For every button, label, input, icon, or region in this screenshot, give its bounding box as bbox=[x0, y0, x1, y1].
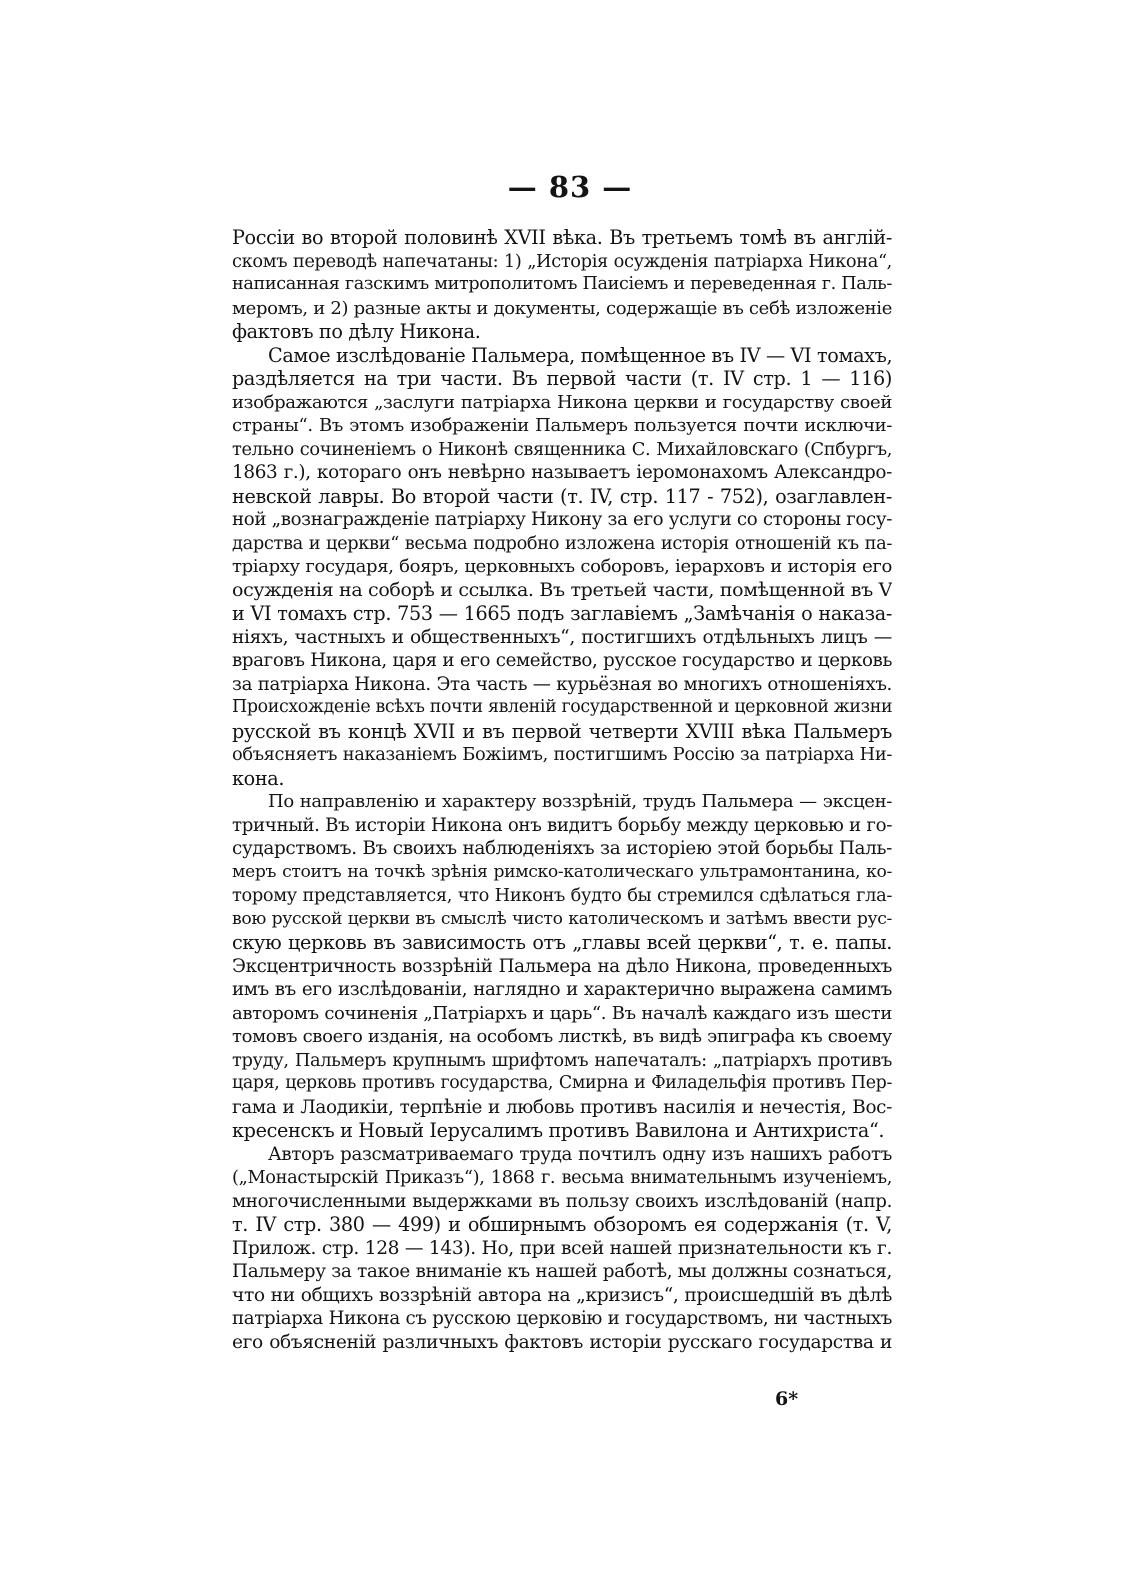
text-line: ной „вознагражденіе патріарху Никону за его услуги со стороны госу- bbox=[232, 509, 892, 530]
text-line: Происхожденіе всѣхъ почти явленій государственной и церковной жизни bbox=[232, 697, 892, 717]
text-line: Эксцентричность воззрѣній Пальмера на дѣло Никона, проведенныхъ bbox=[232, 955, 892, 977]
text-line: сударствомъ. Въ своихъ наблюденіяхъ за исторіею этой борьбы Паль- bbox=[232, 838, 892, 859]
text-line: изображаются „заслуги патріарха Никона церкви и государству своей bbox=[232, 391, 892, 413]
text-line: Самое изслѣдованіе Пальмера, помѣщенное въ IV — VI томахъ, bbox=[268, 343, 892, 367]
text-line: труду, Пальмеръ крупнымъ шрифтомъ напечаталъ: „патріархъ противъ bbox=[232, 1049, 892, 1071]
text-line: за патріарха Никона. Эта часть — курьёзная во многихъ отношеніяхъ. bbox=[232, 673, 892, 695]
text-line: ніяхъ, частныхъ и общественныхъ“, постигшихъ отдѣльныхъ лицъ — bbox=[232, 626, 892, 648]
text-line: его объясненій различныхъ фактовъ исторіи русскаго государства и bbox=[232, 1331, 892, 1353]
text-line: авторомъ сочиненія „Патріархъ и царь“. Въ началѣ каждаго изъ шести bbox=[232, 1002, 892, 1024]
text-line: враговъ Никона, царя и его семейство, русское государство и церковь bbox=[232, 650, 892, 671]
text-line: многочисленными выдержками въ пользу своихъ изслѣдованій (напр. bbox=[232, 1190, 892, 1212]
text-line: томовъ своего изданія, на особомъ листкѣ, въ видѣ эпиграфа къ своему bbox=[232, 1026, 892, 1047]
text-line: кресенскъ и Новый Іерусалимъ противъ Вавилона и Антихриста“. bbox=[232, 1119, 885, 1142]
text-line: Пальмеру за такое вниманіе къ нашей работѣ, мы должны сознаться, bbox=[232, 1261, 892, 1282]
text-line: что ни общихъ воззрѣній автора на „кризисъ“, происшедшій въ дѣлѣ bbox=[232, 1284, 892, 1306]
text-line: тріарху государя, бояръ, церковныхъ соборовъ, іерарховъ и исторія его bbox=[232, 556, 892, 577]
text-line: кона. bbox=[232, 766, 285, 790]
text-line: торому представляется, что Никонъ будто бы стремился сдѣлаться гла- bbox=[232, 885, 892, 906]
text-line: скую церковь въ зависимость отъ „главы всей церкви“, т. е. папы. bbox=[232, 931, 892, 954]
text-line: страны“. Въ этомъ изображеніи Пальмеръ пользуется почти исключи- bbox=[232, 415, 892, 436]
text-line: объясняетъ наказаніемъ Божіимъ, постигшимъ Россію за патріарха Ни- bbox=[232, 744, 892, 765]
text-line: имъ въ его изслѣдованіи, наглядно и характерично выражена самимъ bbox=[232, 979, 892, 1000]
text-line: Авторъ разсматриваемаго труда почтилъ одну изъ нашихъ работъ bbox=[268, 1143, 892, 1165]
text-line: невской лавры. Во второй части (т. IV, стр. 117 - 752), озаглавлен- bbox=[232, 484, 892, 508]
text-line: меромъ, и 2) разные акты и документы, содержащіе въ себѣ изложеніе bbox=[232, 297, 892, 319]
text-line: дарства и церкви“ весьма подробно изложена исторія отношеній къ па- bbox=[232, 532, 892, 554]
text-line: По направленію и характеру воззрѣній, трудъ Пальмера — эксцен- bbox=[268, 791, 892, 812]
text-line: Прилож. стр. 128 — 143). Но, при всей нашей признательности къ г. bbox=[232, 1237, 892, 1259]
body-text bbox=[232, 226, 892, 1354]
text-line: тричный. Въ исторіи Никона онъ видитъ борьбу между церковью и го- bbox=[232, 814, 892, 836]
text-line: Россіи во второй половинѣ XVII вѣка. Въ третьемъ томѣ въ англій- bbox=[232, 226, 892, 249]
text-line: скомъ переводѣ напечатаны: 1) „Исторія осужденія патріарха Никона“, bbox=[232, 250, 892, 272]
text-line: вою русской церкви въ смыслѣ чисто католическомъ и затѣмъ ввести рус- bbox=[232, 908, 892, 929]
text-line: меръ стоитъ на точкѣ зрѣнія римско-католическаго ультрамонтанина, ко- bbox=[232, 861, 892, 882]
text-line: фактовъ по дѣлу Никона. bbox=[232, 320, 481, 343]
page-number: — 83 — bbox=[507, 170, 633, 204]
signature-mark: 6* bbox=[775, 1388, 799, 1410]
text-line: 1863 г.), котораго онъ невѣрно называетъ іеромонахомъ Александро- bbox=[232, 462, 892, 483]
text-line: тельно сочиненіемъ о Никонѣ священника С. Михайловскаго (Спбургъ, bbox=[232, 438, 892, 460]
text-line: гама и Лаодикіи, терпѣніе и любовь противъ насилія и нечестія, Вос- bbox=[232, 1096, 892, 1118]
text-line: написанная газскимъ митрополитомъ Паисіемъ и переведенная г. Паль- bbox=[232, 274, 892, 294]
text-line: („Монастырскій Приказъ“), 1868 г. весьма внимательнымъ изученіемъ, bbox=[232, 1167, 892, 1188]
text-line: царя, церковь противъ государства, Смирна и Филадельфія противъ Пер- bbox=[232, 1073, 892, 1093]
text-line: раздѣляется на три части. Въ первой части (т. IV стр. 1 — 116) bbox=[232, 367, 892, 390]
text-line: осужденія на соборѣ и ссылка. Въ третьей части, помѣщенной въ V bbox=[232, 578, 892, 601]
text-line: патріарха Никона съ русскою церковію и государствомъ, ни частныхъ bbox=[232, 1308, 892, 1329]
text-line: т. IV стр. 380 — 499) и обширнымъ обзоромъ ея содержанія (т. V, bbox=[232, 1213, 892, 1236]
text-line: русской въ концѣ XVII и въ первой четверти XVIII вѣка Пальмеръ bbox=[232, 719, 892, 743]
text-line: и VI томахъ стр. 753 — 1665 подъ заглавіемъ „Замѣчанія о наказа- bbox=[232, 602, 892, 625]
